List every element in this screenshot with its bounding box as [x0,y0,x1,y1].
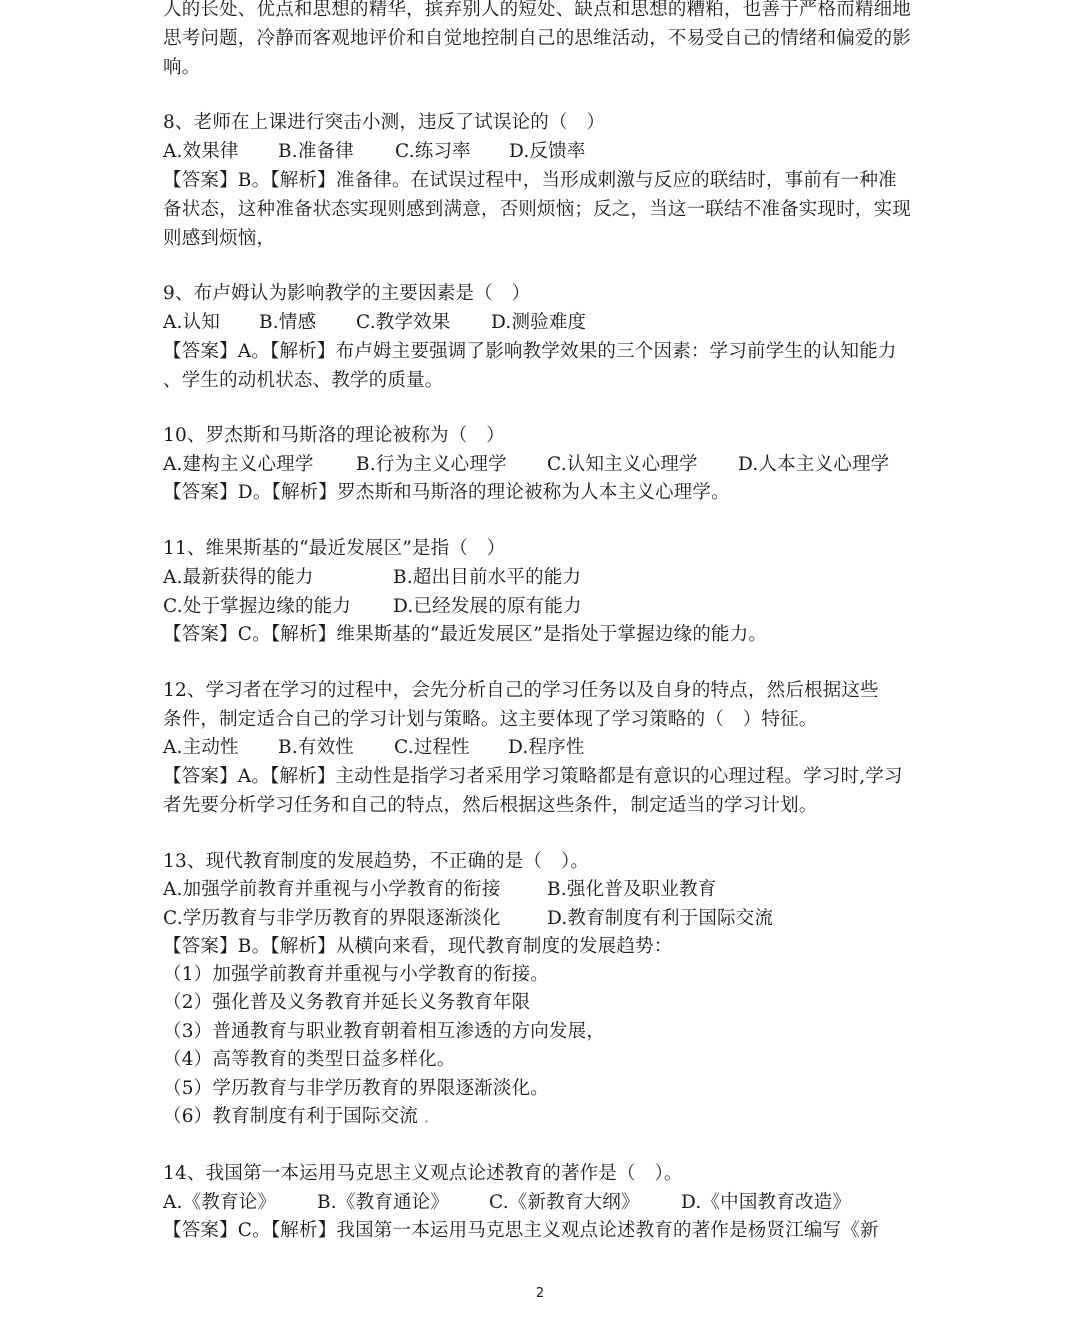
question-12-line: 条件，制定适合自己的学习计划与策略。这主要体现了学习策略的（ ）特征。 [163,709,818,730]
option-a: A.主动性 [163,737,239,758]
option-a: A.建构主义心理学 [163,454,314,475]
answer-12-line: 者先要分析学习任务和自己的特点，然后根据这些条件，制定适当的学习计划。 [163,795,818,816]
option-c: C.练习率 [395,141,471,162]
question-12-line: 12、学习者在学习的过程中，会先分析自己的学习任务以及自身的特点，然后根据这些 [163,680,879,701]
option-d: D.已经发展的原有能力 [393,596,582,617]
option-d: D.测验难度 [491,312,587,333]
question-13-options-row1 [163,876,716,904]
option-d: D.教育制度有利于国际交流 [547,908,774,929]
question-14: 14、我国第一本运用马克思主义观点论述教育的著作是（ ）。 [163,1163,683,1184]
intro-line: 人的长处、优点和思想的精华，摈弃别人的短处、缺点和思想的糟粕，也善于严格而精细地 [163,0,912,20]
answer-13-point: （3）普通教育与职业教育朝着相互渗透的方向发展， [163,1021,606,1042]
answer-12-line: 【答案】A。【解析】主动性是指学习者采用学习策略都是有意识的心理过程。学习时,学习 [163,766,903,787]
option-d: D.人本主义心理学 [738,454,890,475]
answer-13-point: （1）加强学前教育并重视与小学教育的衔接。 [163,964,549,985]
answer-13-point: （6）教育制度有利于国际交流 [163,1106,419,1127]
page-number: 2 [535,1286,545,1301]
intro-line: 思考问题，冷静而客观地评价和自觉地控制自己的思维活动，不易受自己的情绪和偏爱的影 [163,28,912,49]
option-c: C.过程性 [394,737,470,758]
answer-9-line: 、学生的动机状态、教学的质量。 [163,370,444,391]
answer-13-point: （2）强化普及义务教育并延长义务教育年限 [163,992,531,1013]
option-b: B.超出目前水平的能力 [393,567,582,588]
option-b: B.有效性 [278,737,354,758]
question-13: 13、现代教育制度的发展趋势，不正确的是（ ）。 [163,851,590,872]
document-page [163,0,933,1330]
question-11-options-row1 [163,564,581,592]
question-10-options [163,451,889,479]
question-12-options [163,734,585,762]
option-a: A.效果律 [163,141,239,162]
answer-10: 【答案】D。【解析】罗杰斯和马斯洛的理论被称为人本主义心理学。 [163,482,730,503]
answer-9-line: 【答案】A。【解析】布卢姆主要强调了影响教学效果的三个因素：学习前学生的认知能力 [163,341,897,362]
option-b: B.行为主义心理学 [356,454,507,475]
option-a: A.《教育论》 [163,1192,277,1213]
question-8-options [163,138,586,166]
option-d: D.程序性 [508,737,585,758]
question-8: 8、老师在上课进行突击小测，违反了试误论的（ ） [163,112,606,133]
answer-13-point: （4）高等教育的类型日益多样化。 [163,1049,456,1070]
question-14-options [163,1189,851,1217]
option-c: C.认知主义心理学 [547,454,698,475]
option-c: C.教学效果 [356,312,451,333]
answer-11: 【答案】C。【解析】维果斯基的“最近发展区”是指处于掌握边缘的能力。 [163,624,768,645]
scan-speck [425,1120,428,1123]
option-a: A.加强学前教育并重视与小学教育的衔接 [163,879,501,900]
answer-8-line: 则感到烦恼， [163,228,276,249]
question-9-options [163,309,586,337]
question-10: 10、罗杰斯和马斯洛的理论被称为（ ） [163,425,505,446]
option-a: A.最新获得的能力 [163,567,314,588]
option-d: D.《中国教育改造》 [681,1192,852,1213]
option-c: C.处于掌握边缘的能力 [163,596,352,617]
option-a: A.认知 [163,312,221,333]
answer-13-point: （5）学历教育与非学历教育的界限逐渐淡化。 [163,1078,549,1099]
answer-14: 【答案】C。【解析】我国第一本运用马克思主义观点论述教育的著作是杨贤江编写《新 [163,1220,879,1241]
question-11-options-row2 [163,593,582,621]
option-c: C.《新教育大纲》 [489,1192,640,1213]
question-13-options-row2 [163,905,773,933]
intro-line: 响。 [163,57,201,78]
option-b: B.准备律 [278,141,354,162]
option-c: C.学历教育与非学历教育的界限逐渐淡化 [163,908,501,929]
option-b: B.情感 [259,312,317,333]
answer-8-line: 备状态，这种准备状态实现则感到满意，否则烦恼；反之，当这一联结不准备实现时，实现 [163,199,912,220]
option-b: B.强化普及职业教育 [547,879,717,900]
answer-13: 【答案】B。【解析】从横向来看，现代教育制度的发展趋势： [163,936,673,957]
option-d: D.反馈率 [509,141,586,162]
answer-8-line: 【答案】B。【解析】准备律。在试误过程中，当形成刺激与反应的联结时，事前有一种准 [163,170,897,191]
question-9: 9、布卢姆认为影响教学的主要因素是（ ） [163,283,531,304]
option-b: B.《教育通论》 [317,1192,450,1213]
question-11: 11、维果斯基的“最近发展区”是指（ ） [163,538,506,559]
